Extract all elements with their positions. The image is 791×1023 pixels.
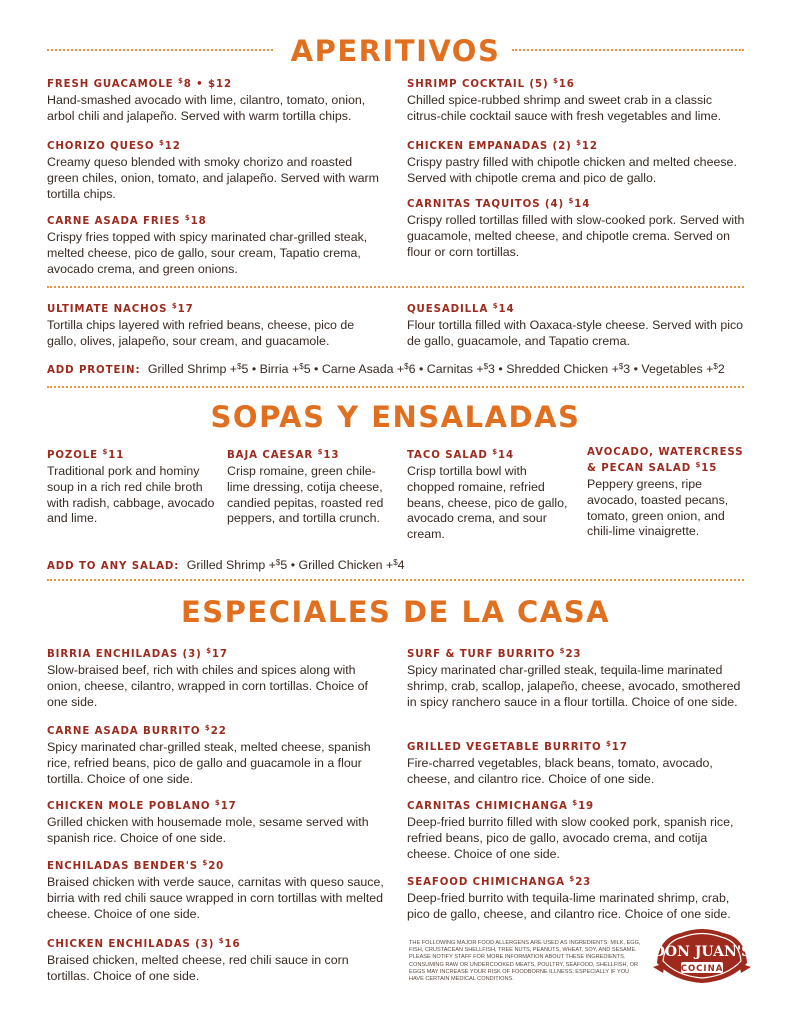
- add-option: Birria +$5: [259, 362, 311, 376]
- item-price: $14: [492, 302, 515, 315]
- item-description: Crispy rolled tortillas filled with slow-cooked pork. Served with guacamole, melted cheese, and chipotle crema. Served on flour or corn tortillas.: [407, 213, 745, 259]
- menu-item: [407, 195, 747, 260]
- section-title-sopas: SOPAS Y ENSALADAS: [210, 400, 581, 434]
- menu-item: [47, 137, 387, 202]
- item-name: QUESADILLA: [407, 304, 489, 315]
- item-price: $22: [204, 724, 227, 737]
- item-price: $17: [214, 799, 237, 812]
- menu-item: [407, 645, 747, 710]
- menu-item: [407, 75, 747, 125]
- allergen-notice: THE FOLLOWING MAJOR FOOD ALLERGENS ARE USED AS INGREDIENTS: MILK, EGG, FISH, CRUSTACEAN SHELLFISH, TREE NUTS, PEANUTS, WHEAT, SOY, AND SESAME. PLEASE NOTIFY STAFF FOR MORE INFORMATION ABOUT THESE INGREDIENTS. CONSUMING RAW OR UNDERCOOKED MEATS, POULTRY, SEAFOOD, SHELLFISH, OR EGGS MAY INCREASE YOUR RISK OF FOODBORNE ILLNESS, ESPECIALLY IF YOU HAVE CERTAIN MEDICAL CONDITIONS.: [409, 940, 641, 983]
- item-price: $12: [158, 139, 181, 152]
- add-to-salad-label: ADD TO ANY SALAD:: [47, 561, 180, 572]
- item-price: $17: [171, 302, 194, 315]
- item-name: CARNITAS TAQUITOS (4): [407, 199, 565, 210]
- add-to-salad-line: ADD TO ANY SALAD: Grilled Shrimp +$5 • Grilled Chicken +$4: [47, 558, 405, 572]
- menu-item: [407, 797, 747, 862]
- item-name: CARNE ASADA BURRITO: [47, 726, 201, 737]
- menu-item: [47, 300, 387, 350]
- item-description: Crispy fries topped with spicy marinated char-grilled steak, melted cheese, pico de gallo, sour cream, Tapatio crema, avocado crema, and green onions.: [47, 230, 368, 276]
- menu-item: [47, 645, 387, 710]
- item-name: BIRRIA ENCHILADAS (3): [47, 649, 202, 660]
- item-description: Creamy queso blended with smoky chorizo and roasted green chiles, onion, tomato, and jalapeño. Served with warm tortilla chips.: [47, 155, 379, 201]
- item-name: POZOLE: [47, 450, 99, 461]
- item-description: Spicy marinated char-grilled steak, tequila-lime marinated shrimp, crab, scallop, jalapeño, cheese, avocado, smothered in spicy ranchero sauce in a flour tortilla. Choice of one side.: [407, 663, 741, 709]
- menu-item: [227, 446, 392, 527]
- item-name: AVOCADO, WATERCRESS & PECAN SALAD: [587, 447, 744, 474]
- menu-item: [407, 738, 747, 788]
- item-name: CHICKEN ENCHILADAS (3): [47, 939, 215, 950]
- item-price: $13: [317, 448, 340, 461]
- item-name: FRESH GUACAMOLE: [47, 79, 174, 90]
- add-option: Grilled Shrimp +$5: [186, 558, 288, 572]
- menu-item: [407, 446, 572, 543]
- item-name: TACO SALAD: [407, 450, 488, 461]
- item-description: Tortilla chips layered with refried beans, cheese, pico de gallo, olives, jalapeño, sour cream, and guacamole.: [47, 318, 355, 348]
- item-price: $12: [576, 139, 598, 152]
- add-protein-label: ADD PROTEIN:: [47, 365, 141, 376]
- add-option: Carnitas +$3: [426, 362, 495, 376]
- menu-item: [47, 212, 387, 277]
- item-name: SURF & TURF BURRITO: [407, 649, 556, 660]
- menu-item: [47, 75, 387, 125]
- menu-item: [47, 857, 387, 922]
- item-description: Crisp romaine, green chile-lime dressing, cotija cheese, candied pepitas, roasted red peppers, and tortilla crunch.: [227, 464, 384, 526]
- item-price: $23: [569, 875, 592, 888]
- divider-right: [512, 49, 744, 51]
- item-description: Slow-braised beef, rich with chiles and spices along with onion, cheese, cilantro, wrapped in corn tortillas. Choice of one side.: [47, 663, 368, 709]
- item-description: Braised chicken, melted cheese, red chili sauce in corn tortillas. Choice of one side.: [47, 953, 349, 983]
- add-option: Grilled Shrimp +$5: [147, 362, 249, 376]
- section-title-especiales: ESPECIALES DE LA CASA: [180, 595, 611, 629]
- item-description: Crisp tortilla bowl with chopped romaine, refried beans, cheese, pico de gallo, avocado crema, and sour cream.: [407, 464, 568, 542]
- item-price: $14: [492, 448, 514, 461]
- section-title-aperitivos: APERITIVOS: [290, 34, 501, 68]
- menu-item: [587, 446, 747, 540]
- item-name: CHICKEN EMPANADAS (2): [407, 141, 572, 152]
- item-description: Fire-charred vegetables, black beans, tomato, avocado, cheese, and cilantro rice. Choice of one side.: [407, 756, 713, 786]
- add-option: Vegetables +$2: [641, 362, 725, 376]
- item-price: $11: [102, 448, 125, 461]
- item-name: ULTIMATE NACHOS: [47, 304, 168, 315]
- menu-item: [407, 873, 747, 923]
- don-juans-cocina-logo: [651, 923, 753, 989]
- menu-item: [47, 446, 217, 527]
- menu-item: [407, 300, 747, 350]
- divider: [47, 579, 744, 581]
- item-description: Hand-smashed avocado with lime, cilantro, tomato, onion, arbol chili and jalapeño. Served with warm tortilla chips.: [47, 93, 366, 123]
- menu-item: [47, 935, 387, 985]
- item-description: Crispy pastry filled with chipotle chicken and melted cheese. Served with chipotle crema and pico de gallo.: [407, 155, 737, 185]
- divider: [47, 386, 744, 388]
- item-price: $15: [695, 461, 718, 474]
- add-option: Carne Asada +$6: [321, 362, 416, 376]
- item-price: $19: [572, 799, 595, 812]
- item-description: Braised chicken with verde sauce, carnitas with queso sauce, birria with red chili sauce wrapped in corn tortillas with melted cheese. Choice of one side.: [47, 875, 384, 921]
- item-price: $20: [202, 859, 225, 872]
- item-name: ENCHILADAS BENDER'S: [47, 861, 198, 872]
- item-name: CHORIZO QUESO: [47, 141, 155, 152]
- item-description: Traditional pork and hominy soup in a rich red chile broth with radish, cabbage, avocado and lime.: [47, 464, 215, 526]
- item-description: Flour tortilla filled with Oaxaca-style cheese. Served with pico de gallo, guacamole, and Tapatio crema.: [407, 318, 744, 348]
- item-name: GRILLED VEGETABLE BURRITO: [407, 742, 602, 753]
- add-option: Shredded Chicken +$3: [506, 362, 631, 376]
- item-description: Deep-fried burrito with tequila-lime marinated shrimp, crab, pico de gallo, cheese, and cilantro rice. Choice of one side.: [407, 891, 731, 921]
- item-name: SHRIMP COCKTAIL (5): [407, 79, 549, 90]
- item-name: CARNE ASADA FRIES: [47, 216, 181, 227]
- item-name: CHICKEN MOLE POBLANO: [47, 801, 211, 812]
- menu-item: [47, 797, 387, 847]
- logo-line2: COCINA: [680, 964, 724, 974]
- item-price: $18: [184, 214, 207, 227]
- item-description: Chilled spice-rubbed shrimp and sweet crab in a classic citrus-chile cocktail sauce with fresh vegetables and lime.: [407, 93, 722, 123]
- item-price: $17: [206, 647, 228, 660]
- menu-item: [47, 722, 387, 787]
- item-name: BAJA CAESAR: [227, 450, 314, 461]
- item-price: $14: [568, 197, 591, 210]
- add-protein-line: ADD PROTEIN: Grilled Shrimp +$5 • Birria +$5 • Carne Asada +$6 • Carnitas +$3 • Shredded Chicken +$3 • Vegetables +$2: [47, 362, 725, 376]
- item-price: $17: [606, 740, 628, 753]
- item-name: CARNITAS CHIMICHANGA: [407, 801, 568, 812]
- item-price: $8 • $12: [177, 77, 232, 90]
- logo-line1: DON JUAN'S: [652, 944, 752, 960]
- item-price: $23: [559, 647, 582, 660]
- item-description: Deep-fried burrito filled with slow cooked pork, spanish rice, refried beans, pico de gallo, avocado crema, and cotija cheese. Choice of one side.: [407, 815, 734, 861]
- add-option: Grilled Chicken +$4: [298, 558, 405, 572]
- item-price: $16: [552, 77, 575, 90]
- menu-item: [407, 137, 747, 187]
- divider: [47, 286, 744, 288]
- item-price: $16: [218, 937, 241, 950]
- item-description: Grilled chicken with housemade mole, sesame served with spanish rice. Choice of one side.: [47, 815, 369, 845]
- item-name: SEAFOOD CHIMICHANGA: [407, 877, 565, 888]
- item-description: Spicy marinated char-grilled steak, melted cheese, spanish rice, refried beans, pico de gallo and guacamole in a flour tortilla. Choice of one side.: [47, 740, 371, 786]
- item-description: Peppery greens, ripe avocado, toasted pecans, tomato, green onion, and chili-lime vinaigrette.: [587, 477, 729, 539]
